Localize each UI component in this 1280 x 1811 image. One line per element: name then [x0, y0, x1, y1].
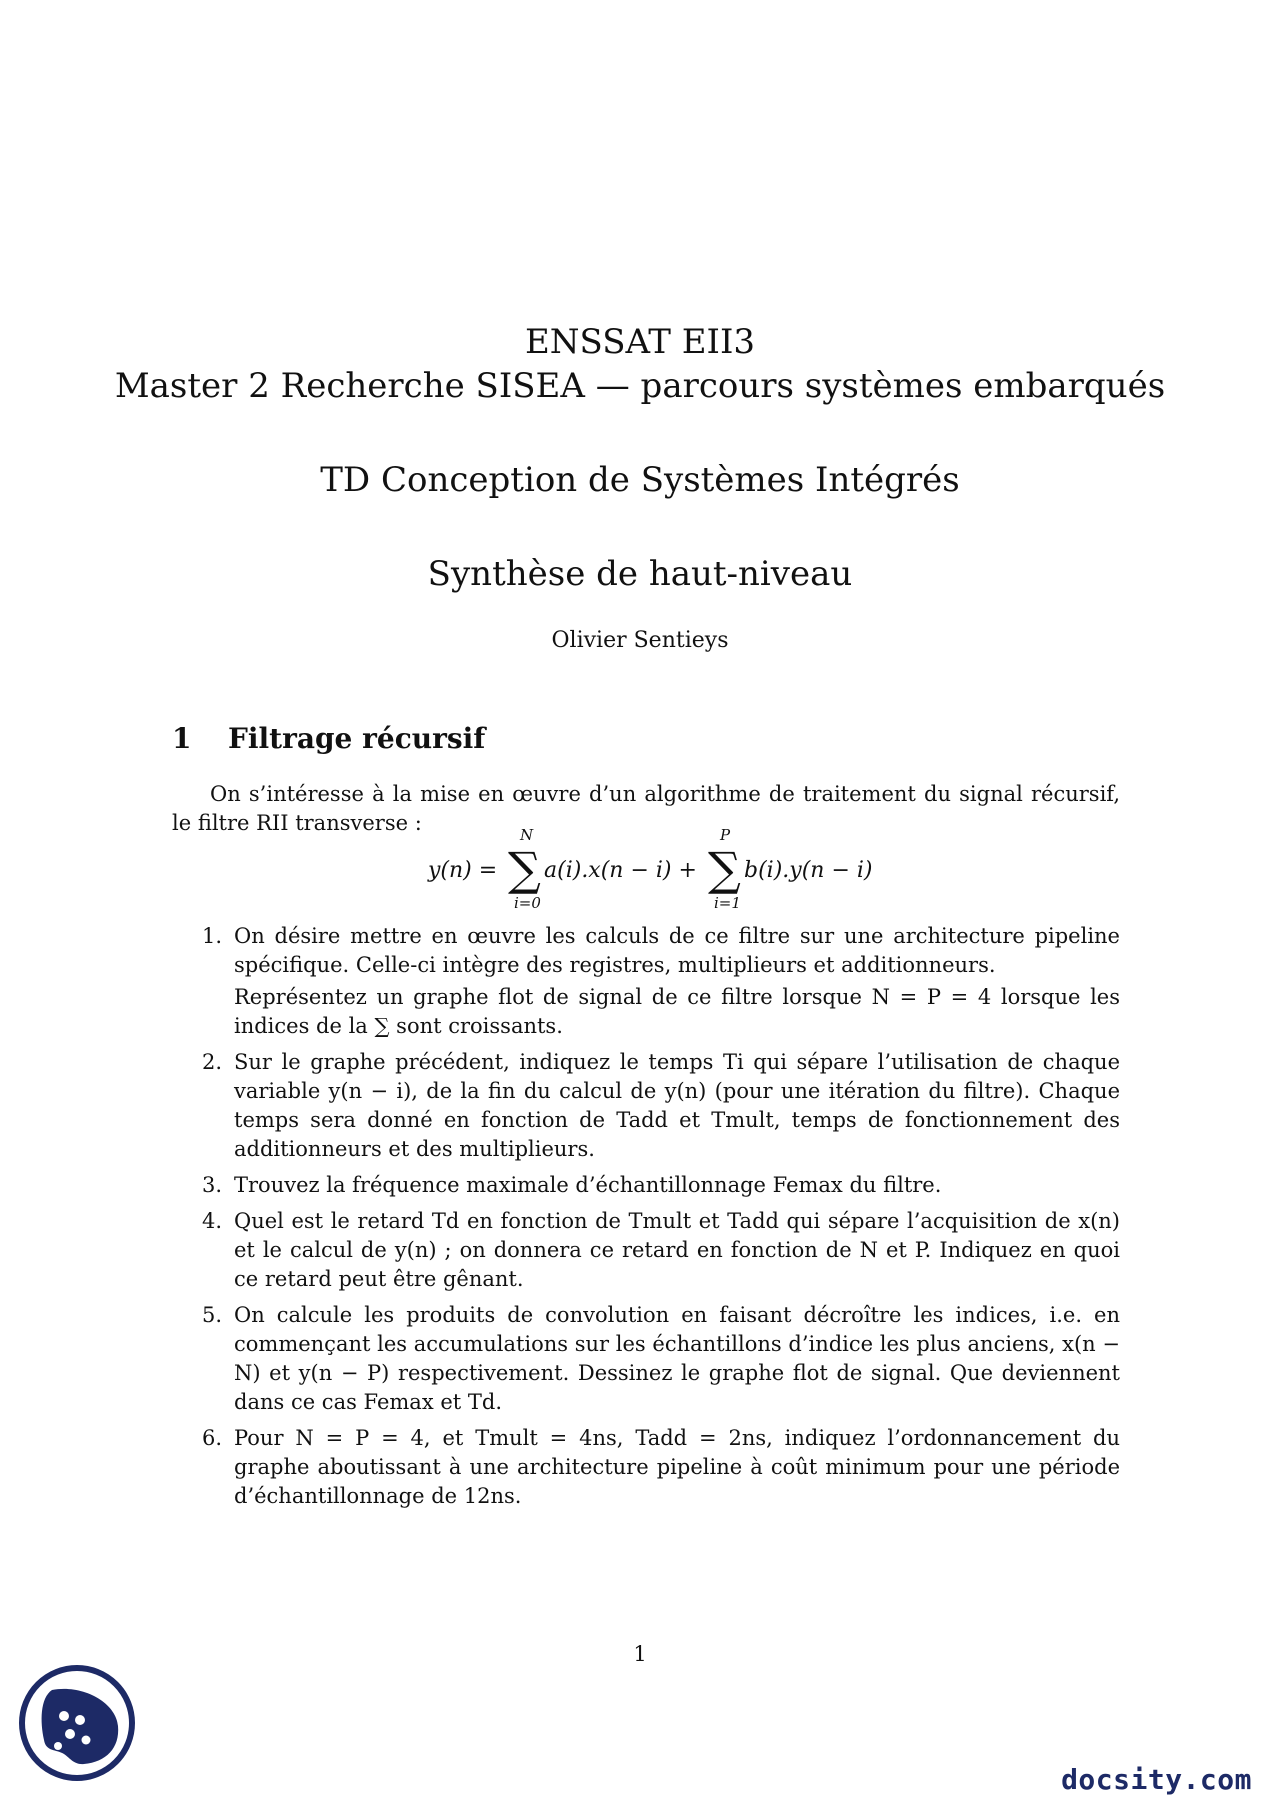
list-item — [172, 1048, 1120, 1164]
list-item — [172, 1424, 1120, 1511]
sum1-lower-limit: i=0 — [514, 894, 541, 912]
question-list — [172, 922, 1120, 1518]
filter-equation — [428, 826, 888, 912]
sum2-lower-limit: i=1 — [714, 894, 741, 912]
formula-term1: a(i).x(n − i) + — [544, 858, 697, 883]
item-number: 5. — [202, 1303, 223, 1327]
formula-lhs: y(n) = — [428, 858, 498, 883]
course-title: TD Conception de Systèmes Intégrés — [320, 460, 960, 500]
docsity-brand-link[interactable]: docsity.com — [1061, 1763, 1252, 1796]
item-number: 1. — [202, 924, 223, 948]
list-item — [172, 922, 1120, 1041]
section-heading — [172, 722, 485, 755]
item-text: Quel est le retard Td en fonction de Tmult et Tadd qui sépare l’acquisition de x(n) et le calcul de y(n) ; on donnera ce retard en fonction de N et P. Indiquez en quoi ce retard peut être gênant. — [234, 1209, 1120, 1291]
school-title: ENSSAT EII3 — [524, 322, 756, 362]
section-number: 1 — [172, 722, 192, 755]
item-number: 3. — [202, 1173, 223, 1197]
item-text-2: Représentez un graphe flot de signal de ce filtre lorsque N = P = 4 lorsque les indices de la ∑ sont croissants. — [234, 985, 1120, 1038]
item-text: Trouvez la fréquence maximale d’échantillonnage Femax du filtre. — [234, 1173, 942, 1197]
item-text: Sur le graphe précédent, indiquez le temps Ti qui sépare l’utilisation de chaque variable y(n − i), de la fin du calcul de y(n) (pour une itération du filtre). Chaque temps sera donné en fonction de Tadd et Tmult, temps de fonctionnement des additionneurs et des multiplieurs. — [234, 1050, 1120, 1161]
item-text: On calcule les produits de convolution en faisant décroître les indices, i.e. en commençant les accumulations sur les échantillons d’indice les plus anciens, x(n − N) et y(n − P) respectivement. Dessinez le graphe flot de signal. Que deviennent dans ce cas Femax et Td. — [234, 1303, 1120, 1414]
list-item — [172, 1301, 1120, 1417]
program-title: Master 2 Recherche SISEA — parcours systèmes embarqués — [114, 366, 1166, 406]
page-number: 1 — [633, 1642, 647, 1666]
list-item — [172, 1207, 1120, 1294]
item-text: Pour N = P = 4, et Tmult = 4ns, Tadd = 2ns, indiquez l’ordonnancement du graphe aboutissant à une architecture pipeline à coût minimum pour une période d’échantillonnage de 12ns. — [234, 1426, 1120, 1508]
section-title: Filtrage récursif — [228, 722, 486, 755]
intro-text: On s’intéresse à la mise en œuvre d’un algorithme de traitement du signal récursif, le filtre RII transverse : — [172, 782, 1120, 835]
item-number: 2. — [202, 1050, 223, 1074]
sum1-upper-limit: N — [520, 826, 534, 844]
docsity-logo-icon[interactable] — [18, 1664, 136, 1782]
sum2-sigma: ∑ — [708, 842, 741, 896]
item-text: On désire mettre en œuvre les calculs de ce filtre sur une architecture pipeline spécifique. Celle-ci intègre des registres, multiplieurs et additionneurs. — [234, 924, 1120, 977]
formula-term2: b(i).y(n − i) — [744, 858, 873, 883]
item-number: 4. — [202, 1209, 223, 1233]
sum2-upper-limit: P — [720, 826, 731, 844]
sum1-sigma: ∑ — [508, 842, 541, 896]
author: Olivier Sentieys — [551, 628, 729, 653]
subject-title: Synthèse de haut-niveau — [427, 554, 853, 594]
list-item — [172, 1171, 1120, 1200]
item-number: 6. — [202, 1426, 223, 1450]
